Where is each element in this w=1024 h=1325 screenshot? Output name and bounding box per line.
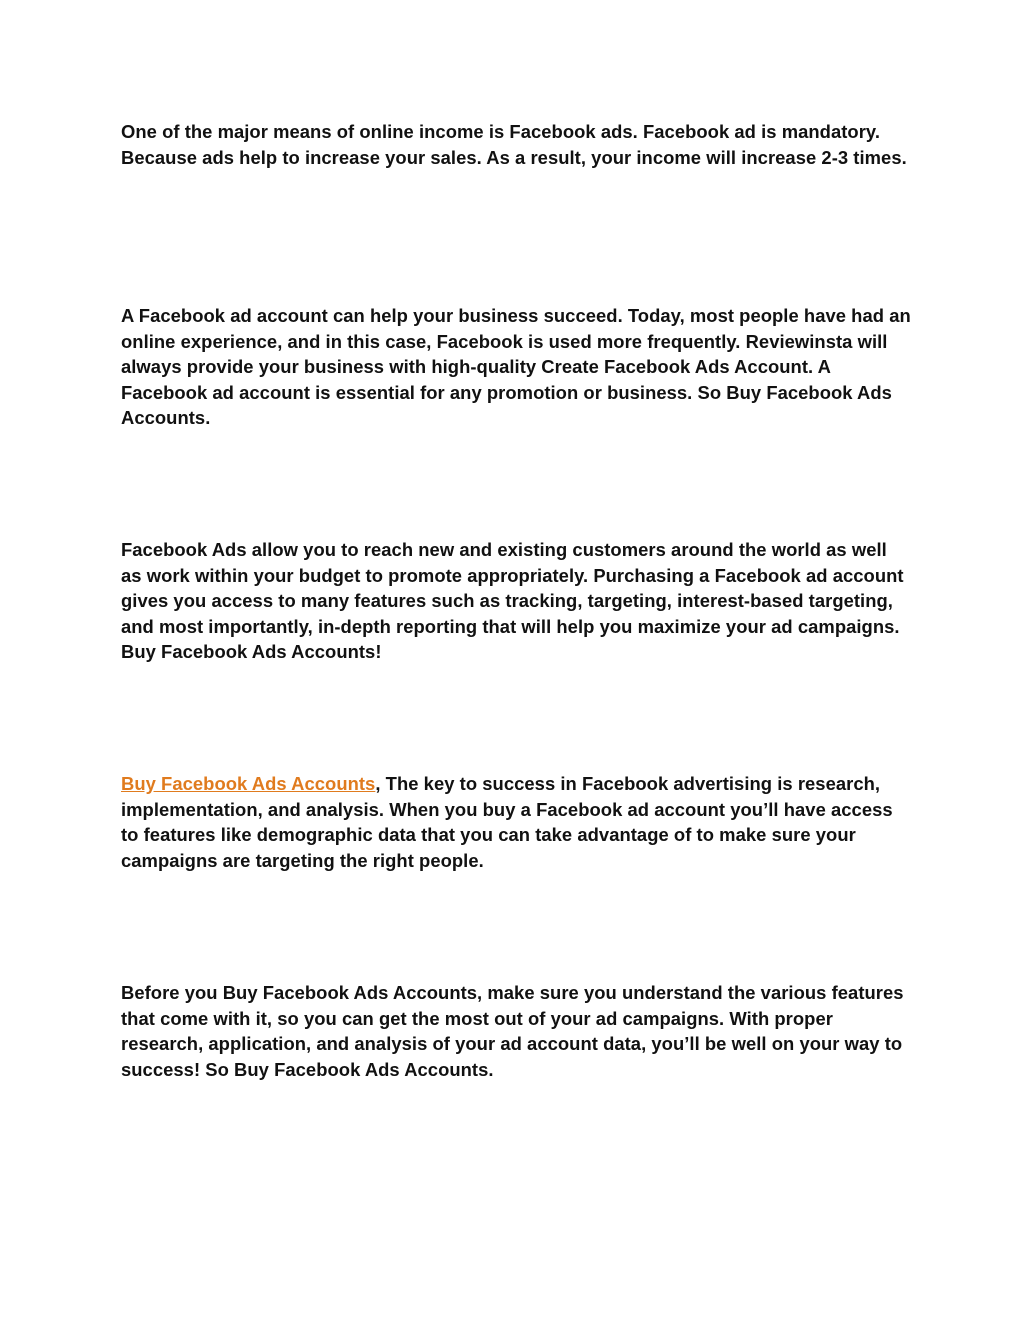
paragraph-ad-account-business: A Facebook ad account can help your business succeed. Today, most people have had an online experience, and in this case, Facebook is used more frequently. Reviewinsta will always provide your business with high-quality Create Facebook Ads Account. A Facebook ad account is essential for any promotion or business. So Buy Facebook Ads Accounts. xyxy=(121,305,911,428)
paragraph-reach-customers: Facebook Ads allow you to reach new and existing customers around the world as well as work within your budget to promote appropriately. Purchasing a Facebook ad account gives you access to many features such as tracking, targeting, interest-based targeting, and most importantly, in-depth reporting that will help you maximize your ad campaigns. Buy Facebook Ads Accounts! xyxy=(121,539,904,662)
paragraph-before-you-buy: Before you Buy Facebook Ads Accounts, make sure you understand the various features that come with it, so you can get the most out of your ad campaigns. With proper research, application, and analysis of your ad account data, you’ll be well on your way to success! So Buy Facebook Ads Accounts. xyxy=(121,982,904,1080)
paragraph-online-income: One of the major means of online income is Facebook ads. Facebook ad is mandatory. Because ads help to increase your sales. As a result, your income will increase 2-3 times. xyxy=(121,121,907,168)
paragraph-key-to-success-text: , The key to success in Facebook advertising is research, implementation, and analysis. When you buy a Facebook ad account you’ll have access to features like demographic data that you can take advantage of to make sure your campaigns are targeting the right people. xyxy=(121,773,893,871)
buy-facebook-ads-accounts-link[interactable]: Buy Facebook Ads Accounts xyxy=(121,773,376,794)
paragraph-key-to-success xyxy=(121,771,911,873)
